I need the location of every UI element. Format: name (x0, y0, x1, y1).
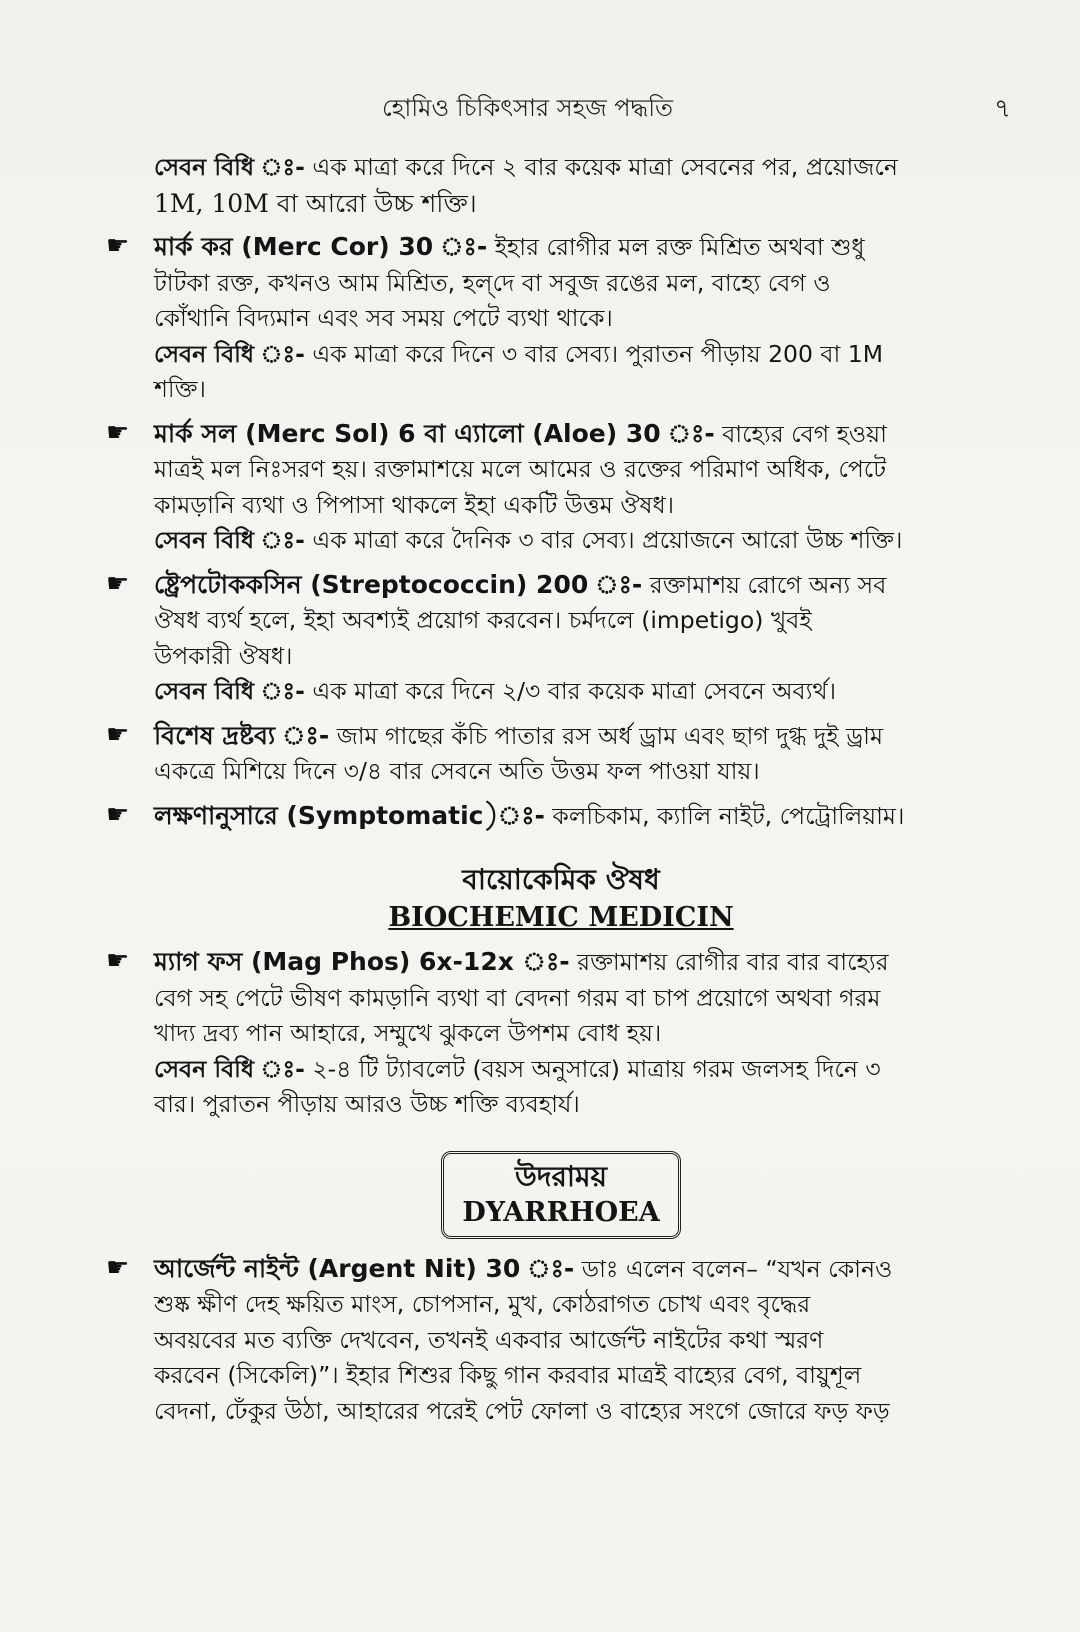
dose-text: বার। পুরাতন পীড়ায় আরও উচ্চ শক্তি ব্যবহার্য। (154, 1090, 580, 1118)
dose-text: এক মাত্রা করে দিনে ৩ বার সেব্য। পুরাতন পীড়ায় 200 বা 1M (312, 339, 884, 368)
intro-dose-line2: 1M, 10M বা আরো উচ্চ শক্তি। (154, 188, 477, 218)
remedy-first-line (154, 416, 1016, 453)
pointing-hand-icon: ☛ (106, 568, 130, 599)
remedy-text: উপকারী ঔষধ। (154, 641, 293, 670)
dose-label: সেবন বিধি ঃ- (154, 526, 305, 554)
remedy-text: জাম গাছের কঁচি পাতার রস অর্ধ ড্রাম এবং ছাগ দুগ্ধ দুই ড্রাম (336, 721, 884, 750)
dose-label: সেবন বিধি ঃ- (154, 1054, 305, 1083)
remedy-dose (154, 337, 1016, 373)
remedy-text: বেগ সহ পেটে ভীষণ কামড়ানি ব্যথা বা বেদনা গরম বা চাপ প্রয়োগে অথবা গরম (154, 983, 881, 1012)
section-title-bn: বায়োকেমিক ঔষধ (462, 863, 660, 896)
remedy-text: অবয়বের মত ব্যক্তি দেখবেন, তখনই একবার আর্জেন্ট নাইটের কথা স্মরণ (154, 1325, 824, 1354)
remedy-name: মার্ক কর (Merc Cor) 30 ঃ- (154, 232, 488, 261)
remedy-text: শুষ্ক ক্ষীণ দেহ ক্ষয়িত মাংস, চোপসান, মুখ, কোঠরাগত চোখ এবং বৃদ্ধের (154, 1290, 811, 1318)
remedy-text: ইহার রোগীর মল রক্ত মিশ্রিত অথবা শুধু (494, 233, 865, 261)
remedy-text: রক্তামাশয় রোগে অন্য সব (649, 570, 887, 599)
remedy-entry (106, 229, 1016, 408)
dose-text: ২-৪ টি ট্যাবলেট (বয়স অনুসারে) মাত্রায় গরম জলসহ দিনে ৩ (312, 1054, 881, 1083)
remedy-entry (106, 1251, 1016, 1430)
remedy-text: টাটকা রক্ত, কখনও আম মিশ্রিত, হল্‌দে বা সবুজ রঙের মল, বাহ্যে বেগ ও (154, 268, 831, 297)
pointing-hand-icon: ☛ (106, 799, 130, 830)
dose-label: সেবন বিধি ঃ- (154, 153, 305, 181)
remedy-first-line (154, 798, 1016, 835)
remedy-text: বেদনা, ঢেঁকুর উঠা, আহারের পরেই পেট ফোলা ও বাহ্যের সংগে জোরে ফড় ফড় (154, 1396, 890, 1425)
remedy-text: কামড়ানি ব্যথা ও পিপাসা থাকলে ইহা একটি উত্তম ঔষধ। (154, 490, 675, 519)
remedy-text: কলচিকাম, ক্যালি নাইট, পেট্রোলিয়াম। (552, 801, 905, 830)
remedy-text: মাত্রই মল নিঃসরণ হয়। রক্তামাশয়ে মলে আমের ও রক্তের পরিমাণ অধিক, পেটে (154, 455, 887, 483)
remedy-name: লক্ষণানুসারে (Symptomatic)ঃ- (154, 800, 545, 830)
remedy-text: করবেন (সিকেলি)”। ইহার শিশুর কিছু গান করবার মাত্রই বাহ্যের বেগ, বায়ুশূল (154, 1361, 862, 1389)
remedy-entry (106, 567, 1016, 710)
page-content (106, 150, 1016, 1429)
remedy-entry (106, 944, 1016, 1123)
remedy-name: মার্ক সল (Merc Sol) 6 বা এ্যালো (Aloe) 30 ঃ- (154, 418, 715, 448)
remedy-first-line (154, 229, 1016, 266)
dose-text: এক মাত্রা করে দিনে ২/৩ বার কয়েক মাত্রা সেবনে অব্যর্থ। (312, 677, 837, 705)
page-number: ৭ (994, 94, 1011, 124)
dose-label: সেবন বিধি ঃ- (154, 677, 305, 705)
section-box (441, 1151, 680, 1239)
remedy-text: ডাঃ এলেন বলেন– “যখন কোনও (581, 1254, 893, 1283)
remedy-first-line (154, 718, 1016, 755)
remedy-text: রক্তামাশয় রোগীর বার বার বাহ্যের (577, 948, 889, 976)
remedy-name: ষ্ট্রেপটোককসিন (Streptococcin) 200 ঃ- (154, 569, 643, 599)
remedy-entry (106, 718, 1016, 790)
dose-text: এক মাত্রা করে দিনে ২ বার কয়েক মাত্রা সেবনের পর, প্রয়োজনে (312, 153, 898, 181)
remedy-dose (154, 674, 1016, 710)
section-title-en: DYARRHOEA (462, 1196, 660, 1228)
dose-text: এক মাত্রা করে দৈনিক ৩ বার সেব্য। প্রয়োজনে আরো উচ্চ শক্তি। (312, 526, 903, 554)
section-title-bn: উদরাময় (514, 1159, 608, 1193)
pointing-hand-icon: ☛ (106, 231, 130, 261)
remedy-first-line (154, 944, 1016, 981)
remedy-text: কোঁথানি বিদ্যমান এবং সব সময় পেটে ব্যথা থাকে। (154, 304, 613, 332)
remedy-entry (106, 798, 1016, 835)
intro-dose (106, 150, 1016, 186)
remedy-entry (106, 416, 1016, 559)
section-box-wrapper (106, 1151, 1016, 1239)
page-header (0, 86, 1080, 126)
remedy-name: আর্জেন্ট নাইন্ট (Argent Nit) 30 ঃ- (154, 1253, 575, 1283)
running-title: হোমিও চিকিৎসার সহজ পদ্ধতি (382, 94, 674, 122)
remedy-text: একত্রে মিশিয়ে দিনে ৩/৪ বার সেবনে অতি উত্তম ফল পাওয়া যায়। (154, 757, 760, 785)
pointing-hand-icon: ☛ (106, 1252, 130, 1283)
section-title-en: BIOCHEMIC MEDICIN (388, 902, 734, 933)
dose-label: সেবন বিধি ঃ- (154, 339, 305, 368)
dose-text: শক্তি। (154, 375, 206, 403)
remedy-dose (154, 1052, 1016, 1088)
pointing-hand-icon: ☛ (106, 946, 130, 976)
pointing-hand-icon: ☛ (106, 719, 130, 750)
remedy-text: ঔষধ ব্যর্থ হলে, ইহা অবশ্যই প্রয়োগ করবেন। চর্মদলে (impetigo) খুবই (154, 606, 812, 634)
special-note-label: বিশেষ দ্রষ্টব্য ঃ- (154, 720, 330, 750)
pointing-hand-icon: ☛ (106, 417, 130, 448)
remedy-text: বাহ্যের বেগ হওয়া (722, 419, 887, 448)
remedy-name: ম্যাগ ফস (Mag Phos) 6x-12x ঃ- (154, 947, 570, 976)
remedy-dose (154, 523, 1016, 559)
remedy-first-line (154, 1251, 1016, 1288)
remedy-text: খাদ্য দ্রব্য পান আহারে, সম্মুখে ঝুকলে উপশম বোধ হয়। (154, 1019, 662, 1047)
remedy-first-line (154, 567, 1016, 604)
